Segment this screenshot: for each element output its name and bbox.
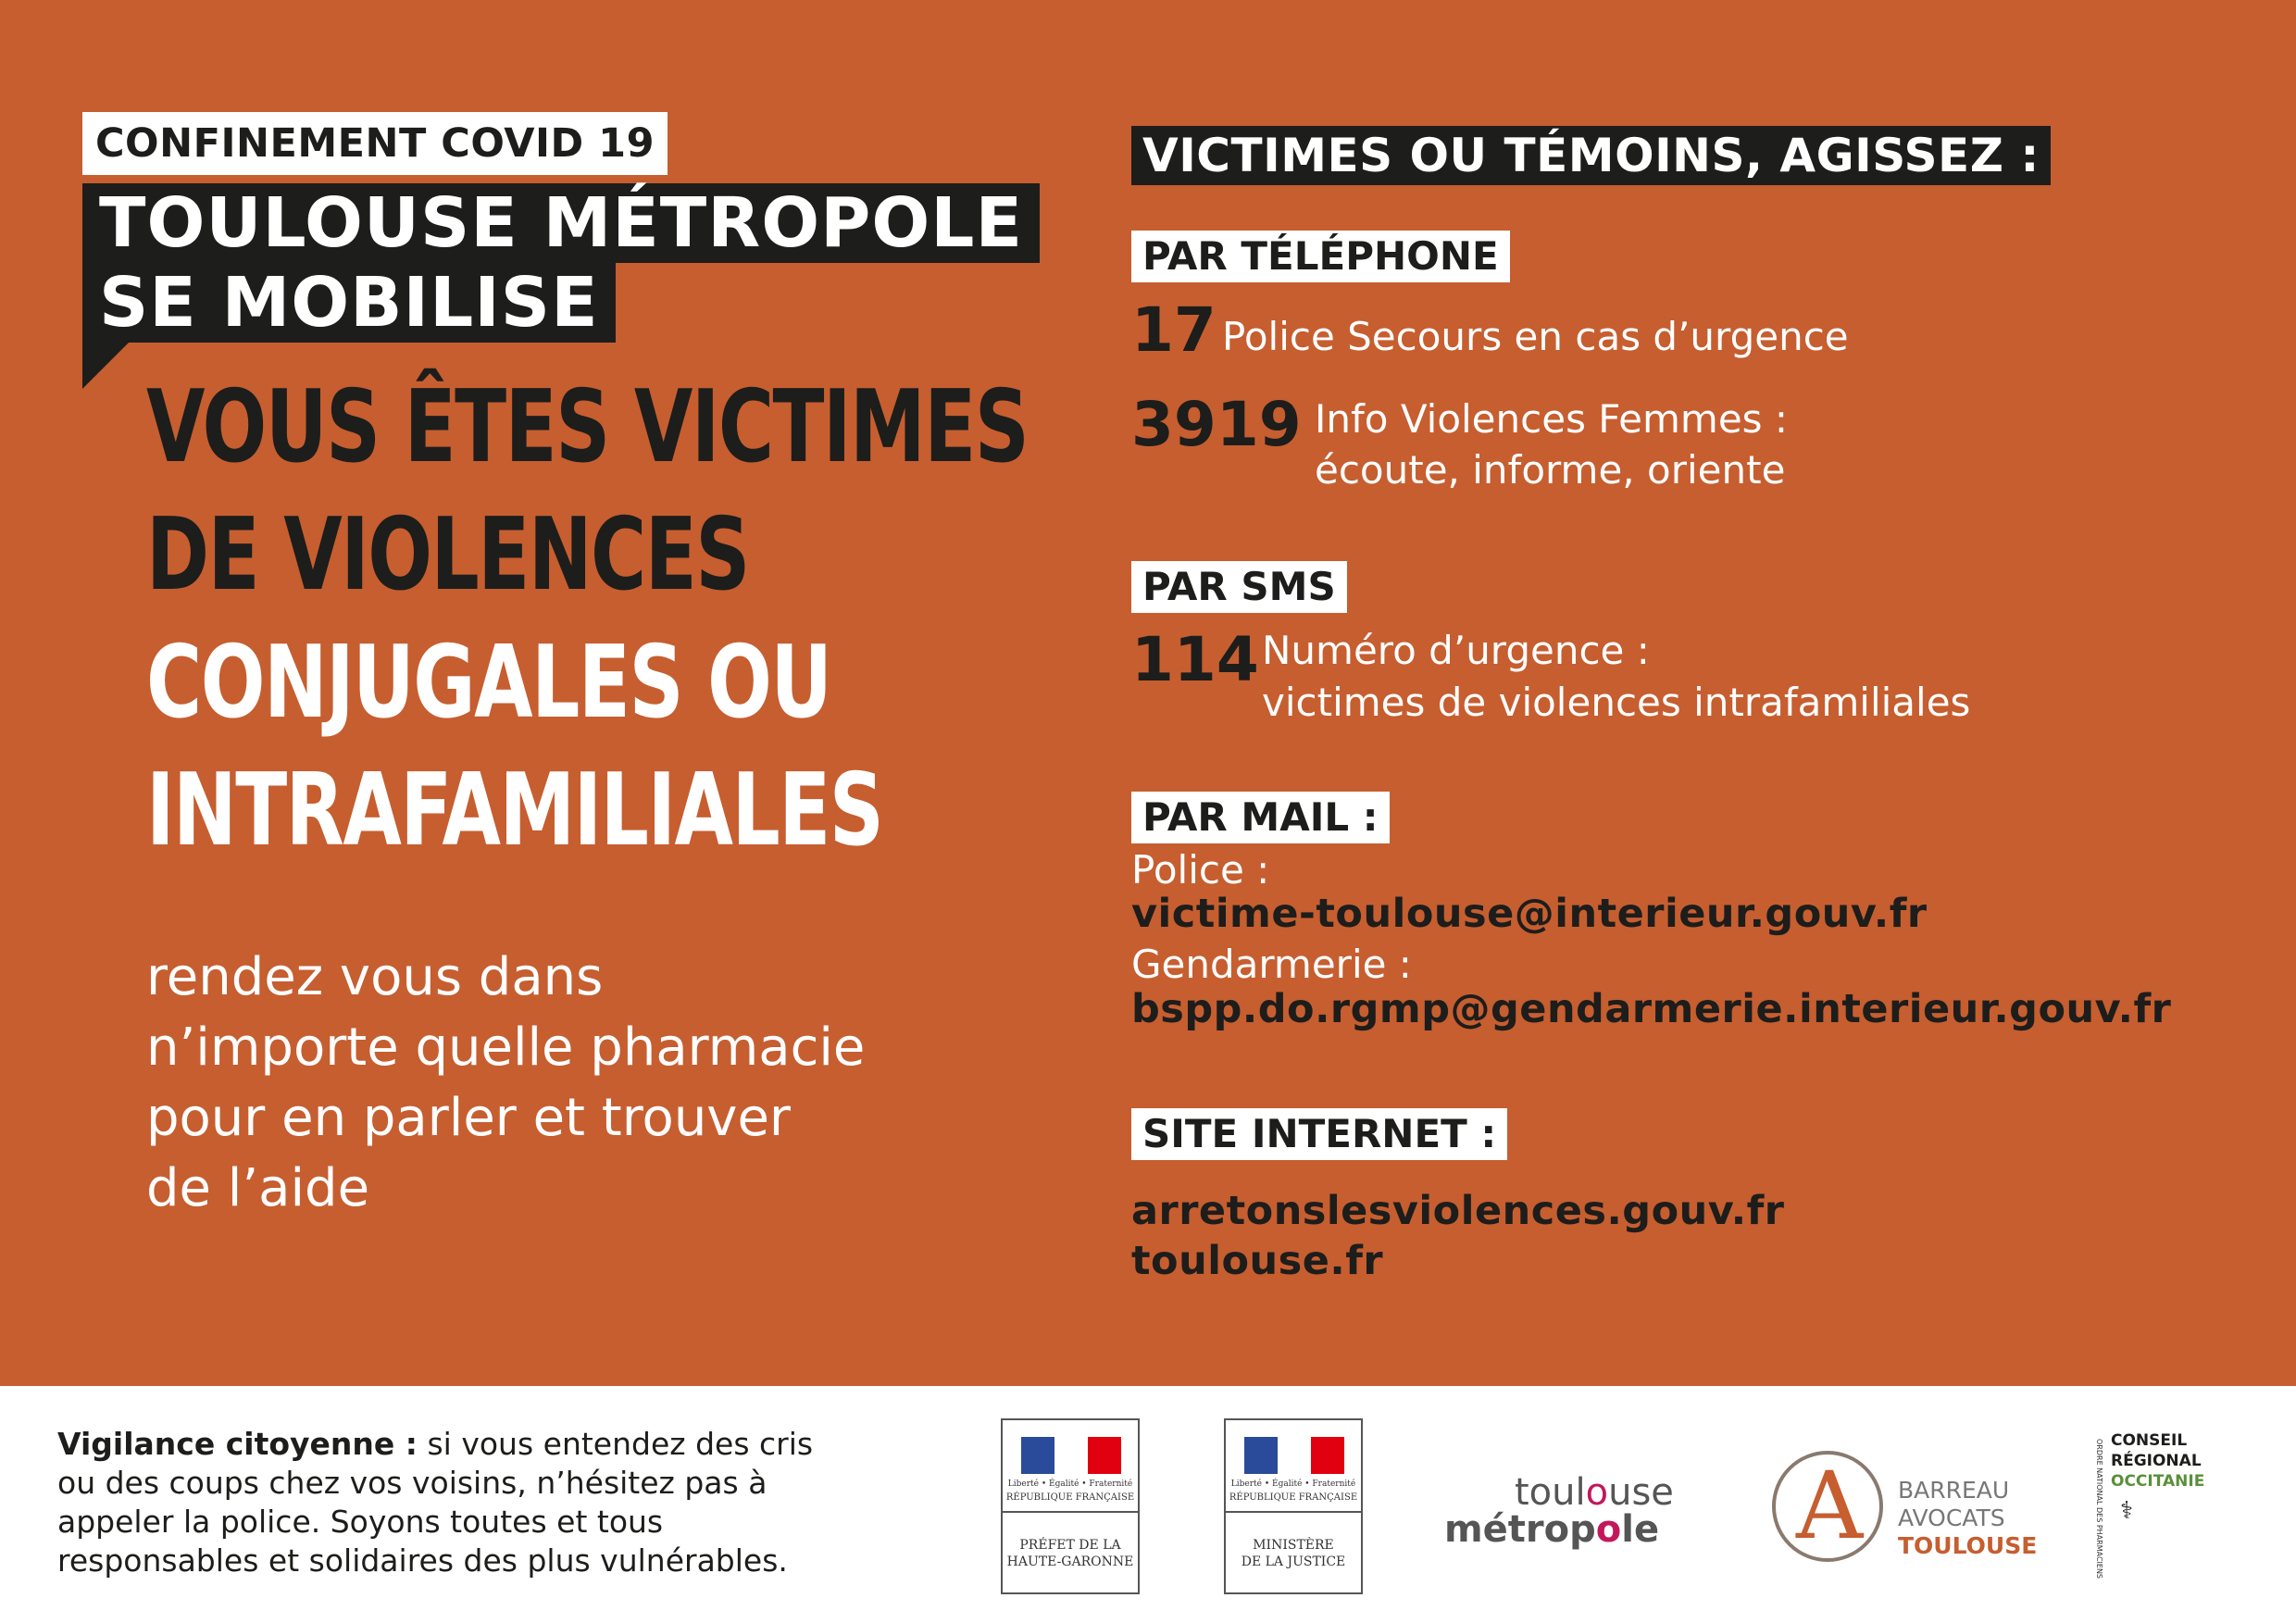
site-link-1[interactable]: arretonslesviolences.gouv.fr bbox=[1131, 1188, 1785, 1234]
right-heading: VICTIMES OU TÉMOINS, AGISSEZ : bbox=[1131, 126, 2051, 185]
number-114-text-1: Numéro d’urgence : bbox=[1262, 628, 1650, 673]
title-line-1: TOULOUSE MÉTROPOLE bbox=[82, 183, 1040, 263]
marianne-flag-icon bbox=[1021, 1437, 1121, 1474]
speech-bubble-tail bbox=[82, 341, 131, 389]
number-114-text-2: victimes de violences intrafamiliales bbox=[1262, 680, 1971, 725]
prefet-logo bbox=[1001, 1418, 1140, 1594]
gendarmerie-label: Gendarmerie : bbox=[1131, 942, 1412, 987]
number-17: 17 bbox=[1131, 294, 1217, 366]
rf-motto: Liberté • Égalité • Fraternité bbox=[1230, 1479, 1356, 1489]
prefet-line-1: PRÉFET DE LA bbox=[1019, 1538, 1121, 1553]
sms-label: PAR SMS bbox=[1131, 561, 1347, 613]
occitanie-line-3: OCCITANIE bbox=[2111, 1472, 2205, 1491]
number-3919-text-1: Info Violences Femmes : bbox=[1315, 396, 1789, 442]
pharmacie-line: pour en parler et trouver bbox=[146, 1088, 791, 1148]
marianne-flag-icon bbox=[1244, 1437, 1344, 1474]
police-email[interactable]: victime-toulouse@interieur.gouv.fr bbox=[1131, 891, 1928, 937]
title-line-2: SE MOBILISE bbox=[82, 263, 616, 343]
headline-line-3: CONJUGALES OU bbox=[146, 625, 831, 741]
telephone-label: PAR TÉLÉPHONE bbox=[1131, 231, 1510, 282]
vigilance-body: si vous entendez des cris ou des coups chez vos voisins, n’hésitez pas à appeler la police. Soyons toutes et tous responsables et solidaires des plus vulnérables. bbox=[57, 1426, 814, 1579]
divider bbox=[1003, 1511, 1138, 1513]
rf-republique: RÉPUBLIQUE FRANÇAISE bbox=[1229, 1492, 1358, 1503]
number-114: 114 bbox=[1131, 624, 1259, 695]
barreau-line-1: BARREAU bbox=[1898, 1477, 2010, 1504]
tm-o: o bbox=[1595, 1508, 1622, 1551]
rf-motto: Liberté • Égalité • Fraternité bbox=[1007, 1479, 1133, 1489]
barreau-line-2: AVOCATS bbox=[1898, 1504, 2005, 1531]
number-3919-text-2: écoute, informe, oriente bbox=[1315, 447, 1786, 493]
occitanie-logo bbox=[2111, 1430, 2204, 1492]
vigilance-text bbox=[57, 1425, 854, 1580]
police-label: Police : bbox=[1131, 847, 1270, 893]
gendarmerie-email[interactable]: bspp.do.rgmp@gendarmerie.interieur.gouv.fr bbox=[1131, 986, 2172, 1032]
rf-republique: RÉPUBLIQUE FRANÇAISE bbox=[1005, 1492, 1135, 1503]
site-link-2[interactable]: toulouse.fr bbox=[1131, 1238, 1384, 1284]
justice-logo bbox=[1224, 1418, 1363, 1594]
number-17-text: Police Secours en cas d’urgence bbox=[1222, 314, 1849, 359]
tm-text: toul bbox=[1515, 1471, 1586, 1514]
number-3919: 3919 bbox=[1131, 389, 1302, 460]
divider bbox=[1226, 1511, 1361, 1513]
tm-text: métrop bbox=[1444, 1508, 1596, 1551]
prefet-line-2: HAUTE-GARONNE bbox=[1006, 1554, 1134, 1569]
barreau-a-icon: A bbox=[1796, 1452, 1864, 1560]
covid-tag: CONFINEMENT COVID 19 bbox=[82, 112, 668, 175]
tm-o: o bbox=[1585, 1471, 1609, 1514]
prefet-label bbox=[1003, 1537, 1138, 1570]
headline-line-2: DE VIOLENCES bbox=[146, 497, 749, 613]
pharmacie-line: n’importe quelle pharmacie bbox=[146, 1017, 866, 1078]
title-bubble bbox=[82, 183, 1040, 343]
headline-line-4: INTRAFAMILIALES bbox=[146, 753, 883, 868]
pharmacie-text bbox=[146, 943, 865, 1224]
tm-text: use bbox=[1608, 1471, 1674, 1514]
ordre-text: ORDRE NATIONAL DES PHARMACIENS bbox=[2095, 1438, 2104, 1579]
headline bbox=[146, 364, 1028, 875]
tm-text: le bbox=[1621, 1508, 1660, 1551]
vigilance-bold: Vigilance citoyenne : bbox=[57, 1426, 418, 1462]
barreau-line-3: TOULOUSE bbox=[1898, 1532, 2038, 1559]
pharmacie-line: de l’aide bbox=[146, 1158, 370, 1218]
toulouse-metropole-logo bbox=[1444, 1471, 1674, 1551]
site-label: SITE INTERNET : bbox=[1131, 1108, 1507, 1160]
justice-line-2: DE LA JUSTICE bbox=[1241, 1554, 1346, 1569]
occitanie-line-1: CONSEIL bbox=[2111, 1431, 2188, 1450]
barreau-logo-text bbox=[1898, 1477, 2037, 1560]
headline-line-1: VOUS ÊTES VICTIMES bbox=[146, 369, 1029, 485]
pharmacie-line: rendez vous dans bbox=[146, 947, 604, 1007]
mail-label: PAR MAIL : bbox=[1131, 792, 1390, 843]
justice-line-1: MINISTÈRE bbox=[1253, 1538, 1334, 1553]
justice-label bbox=[1226, 1537, 1361, 1570]
occitanie-line-2: RÉGIONAL bbox=[2111, 1452, 2202, 1470]
footer bbox=[0, 1386, 2296, 1623]
caduceus-icon: ⚕ bbox=[2120, 1497, 2134, 1525]
